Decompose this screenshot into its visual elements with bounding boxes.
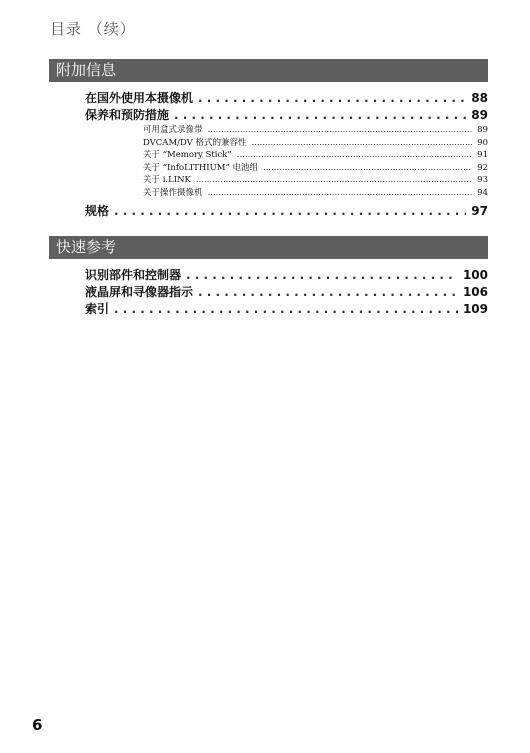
dot-leader — [208, 187, 473, 200]
toc-entry-label: 可用盒式录像带 — [143, 125, 203, 135]
toc-entry-label: DVCAM/DV 格式的兼容性 — [143, 137, 247, 148]
dot-leader — [114, 301, 458, 318]
toc-entry[interactable] — [85, 267, 488, 284]
toc-entry-label: 在国外使用本摄像机 — [85, 91, 194, 105]
toc-entry[interactable] — [85, 203, 488, 220]
toc-entry-page: 92 — [477, 162, 488, 173]
toc-entry-page: 88 — [471, 91, 488, 105]
toc-entry-label: 识别部件和控制器 — [85, 268, 182, 282]
dot-leader — [196, 174, 472, 187]
toc-entry[interactable] — [85, 284, 488, 301]
dot-leader — [237, 149, 472, 162]
toc-entry-label: 关于 “InfoLITHIUM” 电池组 — [143, 162, 258, 173]
toc-entry-page: 97 — [471, 203, 488, 218]
toc-entry-label: 索引 — [85, 302, 110, 316]
toc-subentry[interactable] — [85, 149, 488, 162]
toc-section-additional-info — [85, 90, 488, 220]
toc-subentry[interactable] — [85, 187, 488, 200]
toc-entry-page: 109 — [462, 302, 488, 316]
toc-entry[interactable] — [85, 90, 488, 107]
dot-leader — [198, 284, 458, 301]
toc-entry[interactable] — [85, 301, 488, 318]
dot-leader — [208, 124, 473, 137]
page-number: 6 — [32, 716, 43, 734]
dot-leader — [186, 267, 458, 284]
section-header-additional-info: 附加信息 — [49, 59, 488, 82]
section-header-quick-reference: 快速参考 — [49, 236, 488, 259]
toc-section-quick-reference — [85, 267, 488, 318]
toc-subentry[interactable] — [85, 174, 488, 187]
toc-entry-page: 106 — [462, 285, 488, 299]
toc-entry[interactable] — [85, 107, 488, 124]
toc-entry-label: 保养和预防措施 — [85, 108, 170, 122]
toc-entry-label: 关于 i.LINK — [143, 175, 191, 186]
toc-subentry[interactable] — [85, 137, 488, 150]
dot-leader — [114, 203, 466, 220]
toc-entry-label: 关于操作摄像机 — [143, 187, 203, 198]
toc-entry-label: 关于 “Memory Stick” — [143, 150, 232, 161]
toc-entry-page: 94 — [477, 187, 488, 198]
toc-entry-page: 89 — [471, 108, 488, 122]
toc-entry-page: 100 — [462, 268, 488, 282]
dot-leader — [252, 137, 473, 150]
toc-entry-page: 91 — [477, 150, 488, 161]
toc-entry-label: 规格 — [85, 203, 110, 218]
dot-leader — [263, 162, 472, 175]
dot-leader — [198, 90, 466, 107]
toc-entry-page: 89 — [477, 125, 488, 135]
dot-leader — [174, 107, 466, 124]
page-heading: 目录 （续） — [50, 20, 136, 38]
toc-entry-page: 90 — [477, 137, 488, 148]
toc-entry-page: 93 — [477, 175, 488, 186]
toc-subentry[interactable] — [85, 124, 488, 137]
toc-entry-label: 液晶屏和寻像器指示 — [85, 285, 194, 299]
toc-subentry[interactable] — [85, 162, 488, 175]
